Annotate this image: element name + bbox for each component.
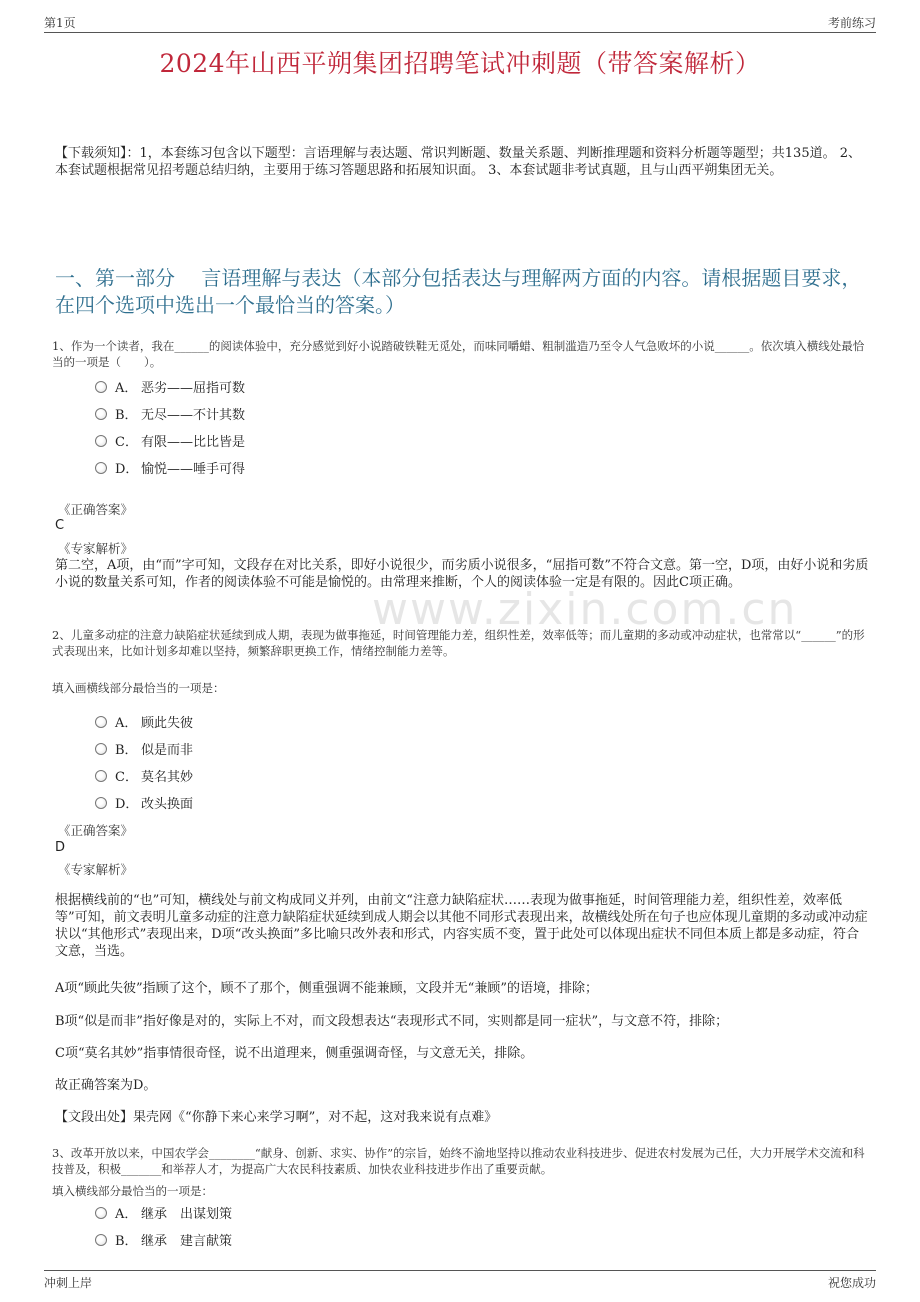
q1-analysis: 第二空，A项，由“而”字可知，文段存在对比关系，即好小说很少，而劣质小说很多，“屈指可数”不符合文意。第一空，D项，由好小说和劣质小说的数量关系可知，作者的阅读体验不可能是愉悦的。由常理来推断，个人的阅读体验一定是有限的。因此C项正确。 bbox=[55, 558, 869, 590]
q1-answer: C bbox=[55, 518, 65, 533]
document-title: 2024年山西平朔集团招聘笔试冲刺题（带答案解析） bbox=[159, 49, 761, 78]
question-1-stem: 1、作为一个读者，我在______的阅读体验中，充分感觉到好小说踏破铁鞋无觅处，而味同嚼蜡、粗制滥造乃至令人气急败坏的小说______。依次填入横线处最恰当的一项是（ ）。 bbox=[52, 339, 865, 369]
watermark: www.zixin.com.cn bbox=[372, 584, 798, 635]
q2-option-b[interactable]: B． 似是而非 bbox=[95, 739, 193, 759]
radio-icon[interactable] bbox=[95, 770, 107, 782]
radio-icon[interactable] bbox=[95, 408, 107, 420]
page-footer bbox=[44, 1270, 876, 1292]
radio-icon[interactable] bbox=[95, 462, 107, 474]
question-3-stem: 3、改革开放以来，中国农学会________“献身、创新、求实、协作”的宗旨，始终不渝地坚持以推动农业科技进步、促进农村发展为己任，大力开展学术交流和科技普及，积极_______和举荐人才，为提高广大农民科技素质、加快农业科技进步作出了重要贡献。 bbox=[52, 1146, 865, 1176]
page-header bbox=[44, 14, 876, 33]
q1-option-b[interactable]: B． 无尽——不计其数 bbox=[95, 404, 245, 424]
footer-left: 冲刺上岸 bbox=[44, 1276, 93, 1290]
footer-right: 祝您成功 bbox=[827, 1276, 876, 1290]
q2-analysis: 根据横线前的“也”可知，横线处与前文构成同义并列，由前文“注意力缺陷症状……表现为做事拖延，时间管理能力差，组织性差，效率低等”可知，前文表明儿童多动症的注意力缺陷症状延续到成人期会以其他不同形式表现出来，故横线处所在句子也应体现儿童期的多动或冲动症状以“其他形式”表现出来，D项“改头换面”多比喻只改外表和形式，内容实质不变，置于此处可以体现出症状不同但本质上都是多动症，符合文意，当选。 bbox=[55, 893, 868, 959]
q2-explain-b: B项“似是而非”指好像是对的，实际上不对，而文段想表达“表现形式不同，实则都是同一症状”，与文意不符，排除； bbox=[55, 1014, 729, 1029]
q2-option-a[interactable]: A． 顾此失彼 bbox=[95, 712, 193, 732]
q3-option-a[interactable]: A． 继承 出谋划策 bbox=[95, 1203, 232, 1223]
q2-prompt: 填入画横线部分最恰当的一项是： bbox=[52, 681, 225, 695]
q3-prompt: 填入横线部分最恰当的一项是： bbox=[52, 1184, 213, 1198]
q2-option-d[interactable]: D． 改头换面 bbox=[95, 793, 193, 813]
header-label: 考前练习 bbox=[827, 16, 876, 30]
radio-icon[interactable] bbox=[95, 381, 107, 393]
page-number: 第1页 bbox=[44, 16, 76, 30]
q1-option-a[interactable]: A． 恶劣——屈指可数 bbox=[95, 377, 245, 397]
q1-analysis-label: 《专家解析》 bbox=[58, 541, 134, 556]
q2-answer: D bbox=[55, 840, 66, 855]
radio-icon[interactable] bbox=[95, 1207, 107, 1219]
download-notice: 【下载须知】：1，本套练习包含以下题型：言语理解与表达题、常识判断题、数量关系题、判断推理题和资料分析题等题型；共135道。 2、本套试题根据常见招考题总结归纳，主要用于练习答题思路和拓展知识面。 3、本套试题非考试真题，且与山西平朔集团无关。 bbox=[55, 146, 861, 178]
q2-explain-a: A项“顾此失彼”指顾了这个，顾不了那个，侧重强调不能兼顾，文段并无“兼顾”的语境，排除； bbox=[55, 981, 598, 996]
q2-analysis-label: 《专家解析》 bbox=[58, 862, 134, 877]
q2-answer-label: 《正确答案》 bbox=[58, 823, 134, 838]
q2-option-c[interactable]: C． 莫名其妙 bbox=[95, 766, 193, 786]
radio-icon[interactable] bbox=[95, 1234, 107, 1246]
q3-option-b[interactable]: B． 继承 建言献策 bbox=[95, 1230, 232, 1250]
q2-explain-c: C项“莫名其妙”指事情很奇怪，说不出道理来，侧重强调奇怪，与文意无关，排除。 bbox=[55, 1046, 534, 1061]
radio-icon[interactable] bbox=[95, 743, 107, 755]
question-2-stem: 2、儿童多动症的注意力缺陷症状延续到成人期，表现为做事拖延，时间管理能力差，组织性差，效率低等；而儿童期的多动或冲动症状，也常常以“______”的形式表现出来，比如计划多却难以坚持，频繁辞职更换工作，情绪控制能力差等。 bbox=[52, 628, 865, 658]
radio-icon[interactable] bbox=[95, 797, 107, 809]
q2-source: 【文段出处】果壳网《“你静下来心来学习啊”，对不起，这对我来说有点难》 bbox=[55, 1110, 498, 1125]
q2-conclusion: 故正确答案为D。 bbox=[55, 1078, 157, 1093]
q1-option-d[interactable]: D． 愉悦——唾手可得 bbox=[95, 458, 245, 478]
q1-answer-label: 《正确答案》 bbox=[58, 502, 134, 517]
section-heading: 一、第一部分 言语理解与表达（本部分包括表达与理解两方面的内容。请根据题目要求，在四个选项中选出一个最恰当的答案。） bbox=[55, 266, 862, 317]
radio-icon[interactable] bbox=[95, 716, 107, 728]
q1-option-c[interactable]: C． 有限——比比皆是 bbox=[95, 431, 245, 451]
radio-icon[interactable] bbox=[95, 435, 107, 447]
